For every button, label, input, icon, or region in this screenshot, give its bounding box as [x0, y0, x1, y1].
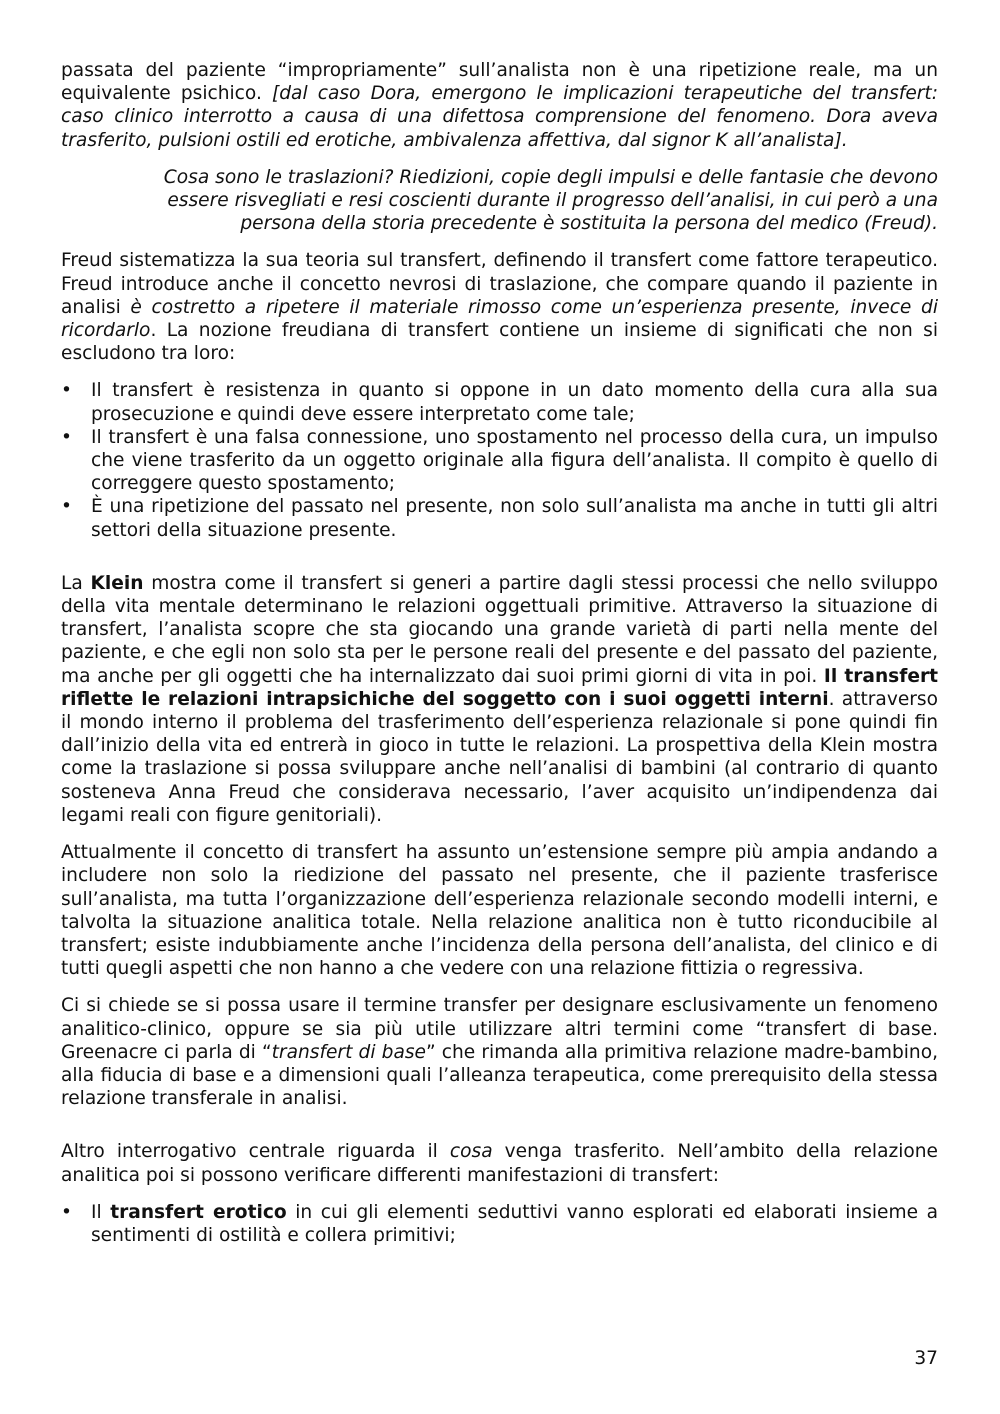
dora-italic-note: [dal caso Dora, emergono le implicazioni terapeutiche del transfert: caso clinico interrotto a causa di una difettosa comprensione del fenomeno. Dora aveva trasferito, pulsioni ostili ed erotiche, ambivalenza affettiva, dal signor K all’analista].: [61, 83, 938, 151]
list-item-text-2: in cui gli elementi seduttivi vanno esplorati ed elaborati insieme a sentimenti di ostilità e collera primitivi;: [91, 1201, 939, 1246]
freud-text-2: . La nozione freudiana di transfert contiene un insieme di significati che non si escludono tra loro:: [61, 320, 938, 365]
klein-text-2: mostra come il transfert si generi a partire dagli stessi processi che nello sviluppo della vita mentale determinano le relazioni oggettuali primitive. Attraverso la situazione di transfert, l’analista scopre che sta giocando una grande varietà di parti nella mente del paziente, e che egli non solo sta per le persone reali del presente e del passato del paziente, ma anche per gli oggetti che ha internalizzato dai suoi primi giorni di vita in poi.: [61, 572, 938, 687]
list-item: [61, 1201, 938, 1247]
greenacre-text-2: ” che rimanda alla primitiva relazione madre-bambino, alla fiducia di base e a dimensioni quali l’alleanza terapeutica, come prerequisito della stessa relazione transferale in analisi.: [61, 1041, 938, 1110]
list-item-text-1: Il: [91, 1201, 111, 1223]
list-item: [61, 495, 938, 541]
list-item-bold: transfert erotico: [110, 1201, 287, 1223]
list-item-text: Il transfert è una falsa connessione, uno spostamento nel processo della cura, un impulso che viene trasferito da un oggetto originale alla figura dell’analista. Il compito è quello di correggere questo spostamento;: [91, 426, 938, 495]
interrogativo-text-2: venga trasferito. Nell’ambito della relazione analitica poi si possono verificare differenti manifestazioni di transfert:: [61, 1141, 938, 1186]
greenacre-text-1: Ci si chiede se si possa usare il termine transfer per designare esclusivamente un fenomeno analitico-clinico, oppure se sia più utile utilizzare altri termini come “transfert di base. Greenacre ci parla di “: [61, 995, 938, 1063]
transfert-types-list: [61, 1201, 938, 1247]
bullet-icon: •: [61, 496, 72, 518]
paragraph-greenacre: [61, 994, 938, 1110]
klein-bold-statement: Il transfert riflette le relazioni intrapsichiche del soggetto con i suoi oggetti interni: [61, 665, 939, 710]
bullet-icon: •: [61, 380, 72, 402]
paragraph-dora: [61, 59, 938, 152]
paragraph-klein: [61, 572, 938, 827]
list-item-text: Il transfert è resistenza in quanto si oppone in un dato momento della cura alla sua prosecuzione e quindi deve essere interpretato come tale;: [91, 380, 938, 425]
interrogativo-text-1: Altro interrogativo centrale riguarda il: [61, 1141, 450, 1163]
bullet-icon: •: [61, 426, 72, 448]
freud-quote: [61, 166, 938, 236]
list-item-text: È una ripetizione del passato nel presente, non solo sull’analista ma anche in tutti gli altri settori della situazione presente.: [91, 496, 938, 541]
page-body: [61, 59, 938, 1247]
bullet-icon: •: [61, 1201, 72, 1223]
freud-quote-text: Cosa sono le traslazioni? Riedizioni, copie degli impulsi e delle fantasie che devono essere risvegliati e resi coscienti durante il progresso dell’analisi, in cui però a una persona della storia precedente è sostituita la persona del medico (Freud).: [163, 166, 938, 235]
paragraph-freud: [61, 249, 938, 365]
transfert-meanings-list: [61, 379, 938, 541]
interrogativo-italic: cosa: [449, 1141, 493, 1163]
list-item: [61, 426, 938, 496]
klein-text-3: . attraverso il mondo interno il problema del trasferimento dell’esperienza relazionale si pone quindi fin dall’inizio della vita ed entrerà in gioco in tutte le relazioni. La prospettiva della Klein mostra come la traslazione si possa sviluppare anche nell’analisi di bambini (al contrario di quanto sosteneva Anna Freud che considerava necessario, l’aver acquisito un’indipendenza dai legami reali con figure genitoriali).: [61, 688, 938, 826]
freud-italic: è costretto a ripetere il materiale rimosso come un’esperienza presente, invece di ricordarlo: [61, 296, 938, 342]
greenacre-italic: transfert di base: [271, 1041, 426, 1063]
page-number: 37: [914, 1348, 938, 1369]
klein-name: Klein: [90, 572, 144, 594]
freud-text-1: Freud sistematizza la sua teoria sul transfert, definendo il transfert come fattore terapeutico. Freud introduce anche il concetto nevrosi di traslazione, che compare quando il paziente in analisi: [61, 250, 938, 318]
klein-text-1: La: [61, 572, 91, 594]
paragraph-interrogativo: [61, 1140, 938, 1186]
paragraph-attualmente: Attualmente il concetto di transfert ha assunto un’estensione sempre più ampia andando a includere non solo la riedizione del passato nel presente, che il paziente trasferisce sull’analista, ma tutta l’organizzazione dell’esperienza relazionale secondo modelli interni, e talvolta la situazione analitica totale. Nella relazione analitica non è tutto riconducibile al transfert; esiste indubbiamente anche l’incidenza della persona dell’analista, del clinico e di tutti quegli aspetti che non hanno a che vedere con una relazione fittizia o regressiva.: [61, 842, 938, 980]
list-item: [61, 379, 938, 425]
dora-text: passata del paziente “impropriamente” sull’analista non è una ripetizione reale, ma un equivalente psichico.: [61, 60, 938, 105]
